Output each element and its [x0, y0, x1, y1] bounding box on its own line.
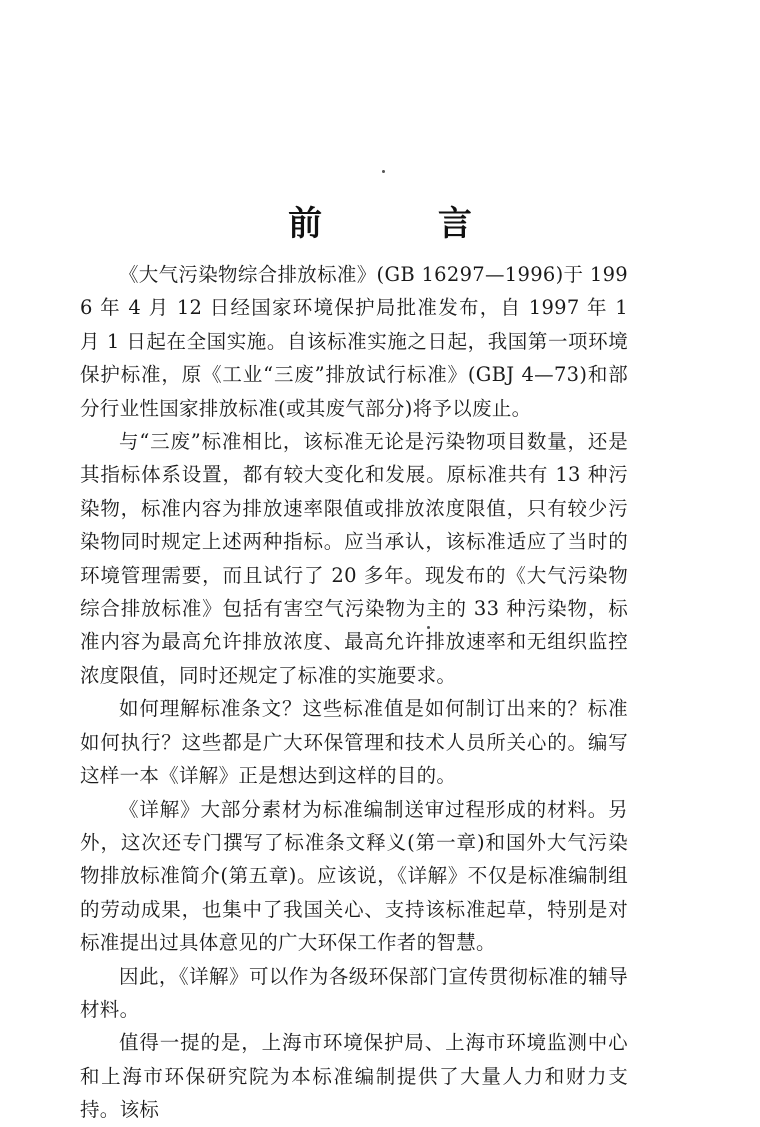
body-text: [80, 258, 628, 1127]
scan-speck: [382, 170, 385, 173]
paragraph-3: 如何理解标准条文？这些标准值是如何制订出来的？标准如何执行？这些都是广大环保管理和技术人员所关心的。编写这样一本《详解》正是想达到这样的目的。: [80, 697, 628, 788]
paragraph-2: 与“三废”标准相比，该标准无论是污染物项目数量，还是其指标体系设置，都有较大变化和发展。原标准共有 13 种污染物，标准内容为排放速率限值或排放浓度限值，只有较少污染物同时规定上述两种指标。应当承认，该标准适应了当时的环境管理需要，而且试行了 20 多年。现发布的《大气污染物综合排放标准》包括有害空气污染物为主的 33 种污染物，标准内容为最高允许排放浓度、最高允许排放速率和无组织监控浓度限值，同时还规定了标准的实施要求。: [80, 430, 628, 687]
paragraph-5: 因此，《详解》可以作为各级环保部门宣传贯彻标准的辅导材料。: [80, 964, 628, 1021]
page-title: 前 言: [288, 204, 524, 244]
paragraph-1: 《大气污染物综合排放标准》(GB 16297—1996)于 1996 年 4 月 12 日经国家环境保护局批准发布，自 1997 年 1 月 1 日起在全国实施。自该标准实施之日起，我国第一项环境保护标准，原《工业“三废”排放试行标准》(GBJ 4—73)和部分行业性国家排放标准(或其废气部分)将予以废止。: [80, 263, 628, 420]
paragraph-4: 《详解》大部分素材为标准编制送审过程形成的材料。另外，这次还专门撰写了标准条文释义(第一章)和国外大气污染物排放标准简介(第五章)。应该说，《详解》不仅是标准编制组的劳动成果，也集中了我国关心、支持该标准起草，特别是对标准提出过具体意见的广大环保工作者的智慧。: [80, 797, 628, 955]
paragraph-6: 值得一提的是，上海市环境保护局、上海市环境监测中心和上海市环保研究院为本标准编制提供了大量人力和财力支持。该标: [80, 1031, 628, 1122]
